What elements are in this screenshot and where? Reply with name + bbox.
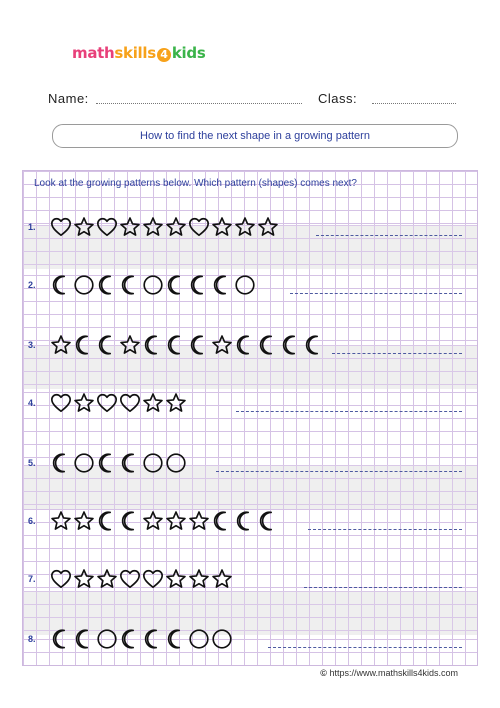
class-field[interactable]	[372, 103, 456, 104]
moon-icon	[280, 334, 302, 356]
answer-line[interactable]	[216, 471, 462, 472]
pattern-shapes	[50, 508, 280, 534]
moon-icon	[165, 334, 187, 356]
circle-icon	[73, 452, 95, 474]
copyright-footer	[320, 668, 458, 678]
star-icon	[165, 392, 187, 414]
moon-icon	[142, 628, 164, 650]
moon-icon	[119, 628, 141, 650]
answer-line[interactable]	[316, 235, 462, 236]
row-number: 7.	[28, 574, 36, 584]
moon-icon	[96, 510, 118, 532]
moon-icon	[257, 510, 279, 532]
answer-line[interactable]	[290, 293, 462, 294]
pattern-row-4	[0, 388, 500, 418]
moon-icon	[50, 452, 72, 474]
answer-line[interactable]	[236, 411, 462, 412]
moon-icon	[234, 334, 256, 356]
circle-icon	[96, 628, 118, 650]
pattern-row-8	[0, 624, 500, 654]
circle-icon	[142, 274, 164, 296]
moon-icon	[188, 274, 210, 296]
circle-icon	[165, 452, 187, 474]
moon-icon	[96, 452, 118, 474]
row-number: 3.	[28, 340, 36, 350]
moon-icon	[50, 628, 72, 650]
circle-icon	[211, 628, 233, 650]
row-number: 8.	[28, 634, 36, 644]
moon-icon	[96, 274, 118, 296]
answer-line[interactable]	[304, 587, 462, 588]
star-icon	[119, 216, 141, 238]
row-number: 2.	[28, 280, 36, 290]
mathskills4kids-logo	[72, 44, 205, 62]
moon-icon	[165, 274, 187, 296]
star-icon	[73, 216, 95, 238]
name-label: Name:	[48, 91, 89, 106]
heart-icon	[119, 568, 141, 590]
star-icon	[73, 392, 95, 414]
star-icon	[211, 568, 233, 590]
star-icon	[211, 216, 233, 238]
circle-icon	[188, 628, 210, 650]
moon-icon	[257, 334, 279, 356]
circle-icon	[234, 274, 256, 296]
pattern-row-6	[0, 506, 500, 536]
star-icon	[142, 216, 164, 238]
pattern-row-3	[0, 330, 500, 360]
moon-icon	[119, 452, 141, 474]
star-icon	[50, 334, 72, 356]
star-icon	[50, 510, 72, 532]
star-icon	[73, 510, 95, 532]
star-icon	[211, 334, 233, 356]
star-icon	[234, 216, 256, 238]
heart-icon	[142, 568, 164, 590]
pattern-shapes	[50, 214, 280, 240]
moon-icon	[211, 510, 233, 532]
pattern-row-2	[0, 270, 500, 300]
moon-icon	[165, 628, 187, 650]
heart-icon	[96, 216, 118, 238]
star-icon	[165, 568, 187, 590]
copyright-symbol: ©	[320, 668, 327, 678]
answer-line[interactable]	[332, 353, 462, 354]
moon-icon	[303, 334, 325, 356]
logo-four-badge: 4	[157, 48, 171, 62]
moon-icon	[119, 510, 141, 532]
logo-math: math	[72, 44, 115, 62]
moon-icon	[234, 510, 256, 532]
moon-icon	[50, 274, 72, 296]
moon-icon	[211, 274, 233, 296]
logo-skills: skills	[114, 44, 156, 62]
pattern-shapes	[50, 390, 188, 416]
moon-icon	[73, 334, 95, 356]
moon-icon	[142, 334, 164, 356]
pattern-row-7	[0, 564, 500, 594]
moon-icon	[96, 334, 118, 356]
moon-icon	[188, 334, 210, 356]
class-label: Class:	[318, 91, 358, 106]
row-number: 5.	[28, 458, 36, 468]
star-icon	[188, 568, 210, 590]
answer-line[interactable]	[268, 647, 462, 648]
heart-icon	[50, 216, 72, 238]
star-icon	[119, 334, 141, 356]
pattern-shapes	[50, 450, 188, 476]
star-icon	[165, 510, 187, 532]
star-icon	[188, 510, 210, 532]
star-icon	[142, 510, 164, 532]
heart-icon	[50, 568, 72, 590]
answer-line[interactable]	[308, 529, 462, 530]
circle-icon	[73, 274, 95, 296]
pattern-shapes	[50, 332, 326, 358]
pattern-row-5	[0, 448, 500, 478]
pattern-shapes	[50, 566, 234, 592]
pattern-shapes	[50, 626, 234, 652]
heart-icon	[188, 216, 210, 238]
row-number: 4.	[28, 398, 36, 408]
instruction-text: Look at the growing patterns below. Which pattern (shapes) comes next?	[34, 178, 357, 189]
name-field[interactable]	[96, 103, 302, 104]
pattern-shapes	[50, 272, 257, 298]
row-number: 6.	[28, 516, 36, 526]
star-icon	[73, 568, 95, 590]
star-icon	[142, 392, 164, 414]
row-number: 1.	[28, 222, 36, 232]
copyright-url[interactable]: https://www.mathskills4kids.com	[329, 668, 458, 678]
star-icon	[165, 216, 187, 238]
moon-icon	[73, 628, 95, 650]
logo-kids: kids	[171, 44, 206, 62]
heart-icon	[96, 392, 118, 414]
heart-icon	[50, 392, 72, 414]
heart-icon	[119, 392, 141, 414]
moon-icon	[119, 274, 141, 296]
circle-icon	[142, 452, 164, 474]
star-icon	[96, 568, 118, 590]
worksheet-title: How to find the next shape in a growing pattern	[52, 124, 458, 148]
star-icon	[257, 216, 279, 238]
pattern-row-1	[0, 212, 500, 242]
